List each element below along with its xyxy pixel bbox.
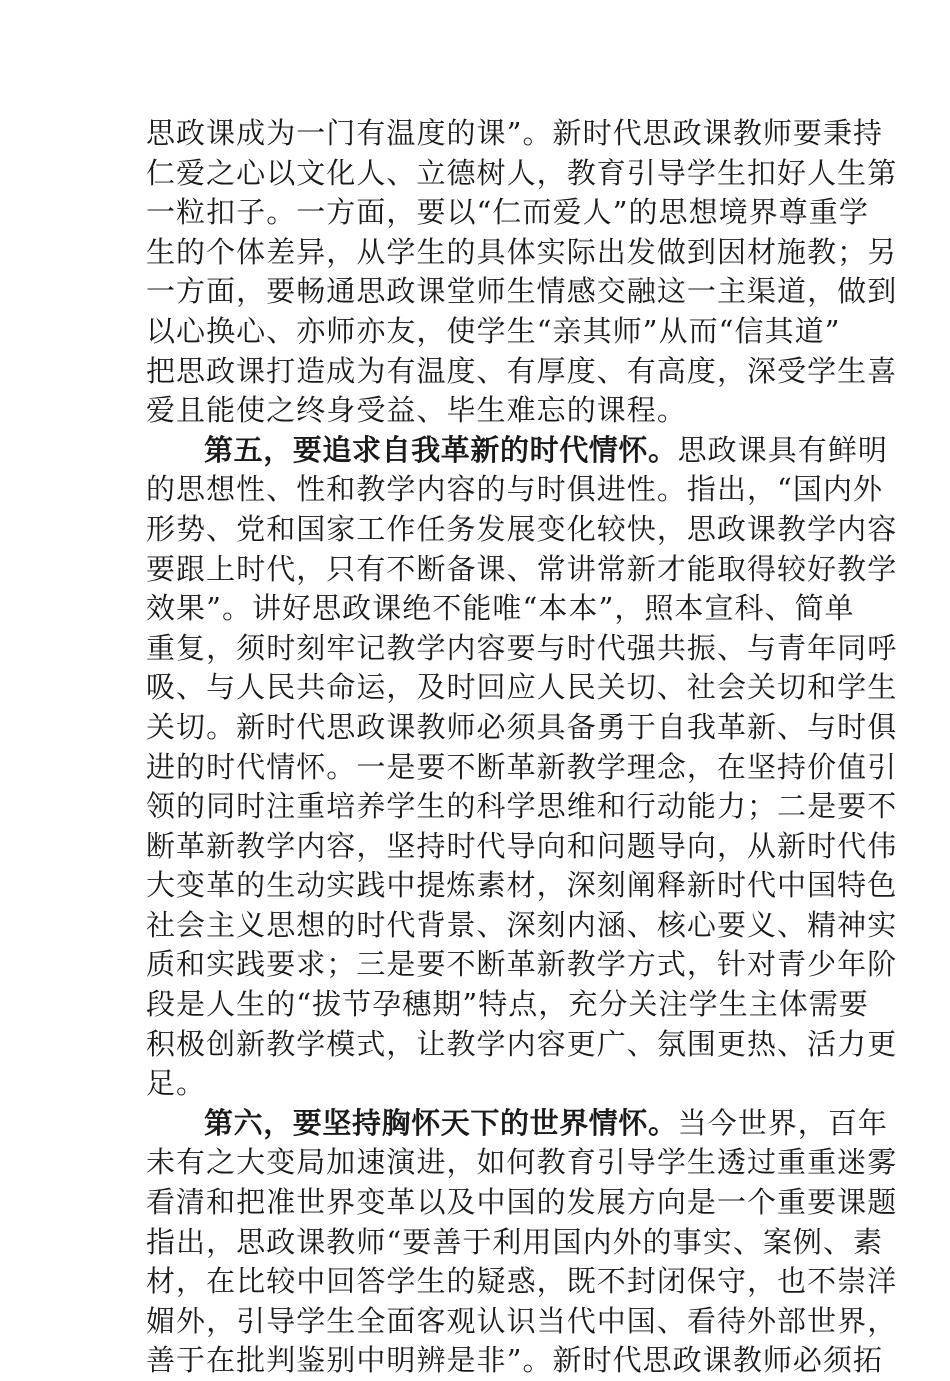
text-line: 质和实践要求；三是要不断革新教学方式，针对青少年阶 bbox=[146, 947, 898, 982]
text-line: 段是人生的“拔节孕穗期”特点，充分关注学生主体需要 bbox=[146, 987, 869, 1022]
text-line: 足。 bbox=[146, 1066, 207, 1101]
paragraph-continued bbox=[146, 114, 898, 431]
text-line: 吸、与人民共命运，及时回应人民关切、社会关切和学生 bbox=[146, 670, 898, 705]
text-line: 形势、党和国家工作任务发展变化较快，思政课教学内容 bbox=[146, 511, 898, 546]
first-line-text: 思政课具有鲜明 bbox=[677, 432, 888, 467]
text-line: 未有之大变局加速演进，如何教育引导学生透过重重迷雾 bbox=[146, 1145, 898, 1180]
text-line: 社会主义思想的时代背景、深刻内涵、核心要义、精神实 bbox=[146, 907, 898, 942]
text-line: 大变革的生动实践中提炼素材，深刻阐释新时代中国特色 bbox=[146, 868, 898, 903]
paragraph-heading: 第六，要坚持胸怀天下的世界情怀。 bbox=[204, 1105, 678, 1140]
text-line: 媚外，引导学生全面客观认识当代中国、看待外部世界， bbox=[146, 1303, 898, 1338]
text-line: 断革新教学内容，坚持时代导向和问题导向，从新时代伟 bbox=[146, 828, 898, 863]
text-line: 看清和把准世界变革以及中国的发展方向是一个重要课题 bbox=[146, 1185, 898, 1220]
paragraph-first-line bbox=[146, 1104, 888, 1144]
document-body bbox=[146, 114, 898, 1381]
text-line: 关切。新时代思政课教师必须具备勇于自我革新、与时俱 bbox=[146, 709, 898, 744]
text-line: 以心换心、亦师亦友，使学生“亲其师”从而“信其道” bbox=[146, 313, 841, 348]
text-line: 指出，思政课教师“要善于利用国内外的事实、案例、素 bbox=[146, 1224, 884, 1259]
paragraph-first-line bbox=[146, 431, 888, 471]
text-line: 生的个体差异，从学生的具体实际出发做到因材施教；另 bbox=[146, 234, 898, 269]
paragraph-sixth bbox=[146, 1104, 898, 1381]
paragraph-fifth bbox=[146, 431, 898, 1104]
text-line: 效果”。讲好思政课绝不能唯“本本”，照本宣科、简单 bbox=[146, 591, 855, 626]
text-line: 一方面，要畅通思政课堂师生情感交融这一主渠道，做到 bbox=[146, 274, 898, 309]
text-line: 领的同时注重培养学生的科学思维和行动能力；二是要不 bbox=[146, 789, 898, 824]
text-line: 要跟上时代，只有不断备课、常讲常新才能取得较好教学 bbox=[146, 551, 898, 586]
first-line-text: 当今世界，百年 bbox=[677, 1105, 888, 1140]
text-line: 的思想性、性和教学内容的与时俱进性。指出，“国内外 bbox=[146, 472, 884, 507]
text-line: 材，在比较中回答学生的疑惑，既不封闭保守，也不崇洋 bbox=[146, 1264, 898, 1299]
text-line: 思政课成为一门有温度的课”。新时代思政课教师要秉持 bbox=[146, 116, 884, 150]
text-line: 重复，须时刻牢记教学内容要与时代强共振、与青年同呼 bbox=[146, 630, 898, 665]
text-line: 一粒扣子。一方面，要以“仁而爱人”的思想境界尊重学 bbox=[146, 195, 869, 230]
text-line: 善于在批判鉴别中明辨是非”。新时代思政课教师必须拓 bbox=[146, 1343, 884, 1378]
text-line: 进的时代情怀。一是要不断革新教学理念，在坚持价值引 bbox=[146, 749, 898, 784]
text-line: 爱且能使之终身受益、毕生难忘的课程。 bbox=[146, 393, 687, 428]
text-line: 积极创新教学模式，让教学内容更广、氛围更热、活力更 bbox=[146, 1026, 898, 1061]
text-line: 把思政课打造成为有温度、有厚度、有高度，深受学生喜 bbox=[146, 353, 898, 388]
paragraph-heading: 第五，要追求自我革新的时代情怀。 bbox=[204, 432, 678, 467]
text-line: 仁爱之心以文化人、立德树人，教育引导学生扣好人生第 bbox=[146, 155, 898, 190]
